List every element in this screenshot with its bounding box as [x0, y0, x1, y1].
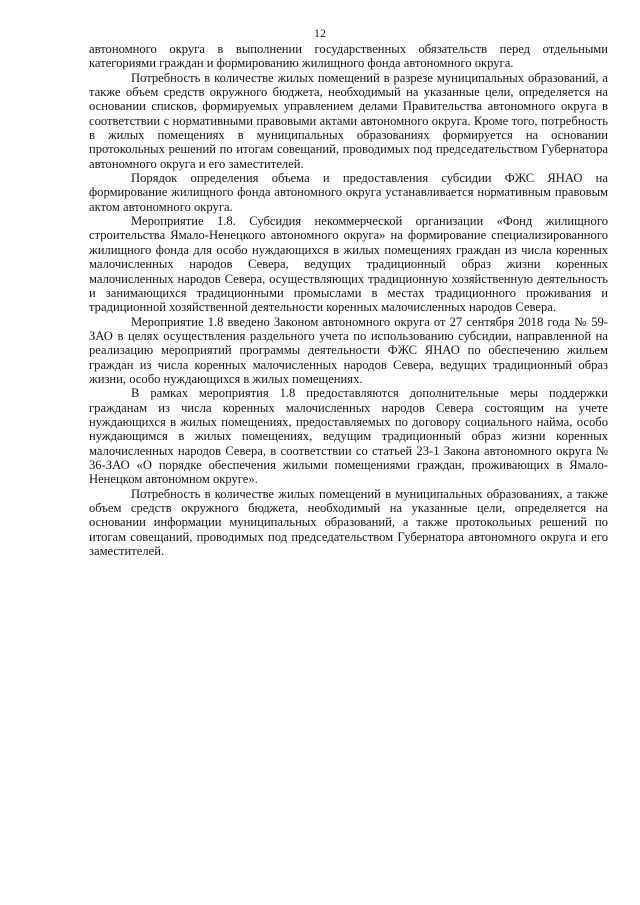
document-body — [89, 42, 608, 558]
paragraph-support-measures: В рамках мероприятия 1.8 предоставляются дополнительные меры поддержки гражданам из числа коренных малочисленных народов Севера состоящим на учете нуждающихся в жилых помещениях, предоставляемых по договору социального найма, особо нуждающимся в жилых помещениях, ведущим традиционный образ жизни коренных малочисленных народов Севера, в соответствии со статьей 23-1 Закона автономного округа № 36-ЗАО «О порядке обеспечения жилыми помещениями граждан, проживающих в Ямало-Ненецком автономном округе». — [89, 386, 608, 487]
paragraph-municipal-need: Потребность в количестве жилых помещений в муниципальных образованиях, а также объем средств окружного бюджета, необходимый на указанные цели, определяется на основании информации муниципальных образований, а также протокольных решений по итогам совещаний, проводимых под председательством Губернатора автономного округа и его заместителей. — [89, 486, 608, 559]
paragraph-continuation: автономного округа в выполнении государственных обязательств перед отдельными категориями граждан и формированию жилищного фонда автономного округа. — [89, 42, 608, 71]
page-number: 12 — [314, 26, 326, 40]
paragraph-measure-1-8: Мероприятие 1.8. Субсидия некоммерческой организации «Фонд жилищного строительства Ямало-Ненецкого автономного округа» на формирование специализированного жилищного фонда для особо нуждающихся в жилых помещениях граждан из числа коренных малочисленных народов Севера, ведущих традиционный образ жизни коренных малочисленных народов Севера, осуществляющих традиционную хозяйственную деятельность и занимающихся традиционными промыслами в местах традиционного проживания и традиционной хозяйственной деятельности коренных малочисленных народов Севера. — [89, 214, 608, 315]
paragraph-measure-1-8-law: Мероприятие 1.8 введено Законом автономного округа от 27 сентября 2018 года № 59-ЗАО в целях осуществления раздельного учета по использованию субсидии, направленной на реализацию мероприятий программы деятельности ФЖС ЯНАО по обеспечению жильем граждан из числа коренных малочисленных народов Севера, ведущих традиционный образ жизни, особо нуждающихся в жилых помещениях. — [89, 314, 608, 386]
paragraph-subsidy-procedure: Порядок определения объема и предоставления субсидии ФЖС ЯНАО на формирование жилищного фонда автономного округа устанавливается нормативным правовым актом автономного округа. — [89, 171, 608, 214]
paragraph-housing-need-lists: Потребность в количестве жилых помещений в разрезе муниципальных образований, а также объем средств окружного бюджета, необходимый на указанные цели, определяется на основании списков, формируемых управлением делами Правительства автономного округа в соответствии с нормативными правовыми актами автономного округа. Кроме того, потребность в жилых помещениях в муниципальных образованиях формируется на основании протокольных решений по итогам совещаний, проводимых под председательством Губернатора автономного округа и его заместителей. — [89, 70, 608, 171]
